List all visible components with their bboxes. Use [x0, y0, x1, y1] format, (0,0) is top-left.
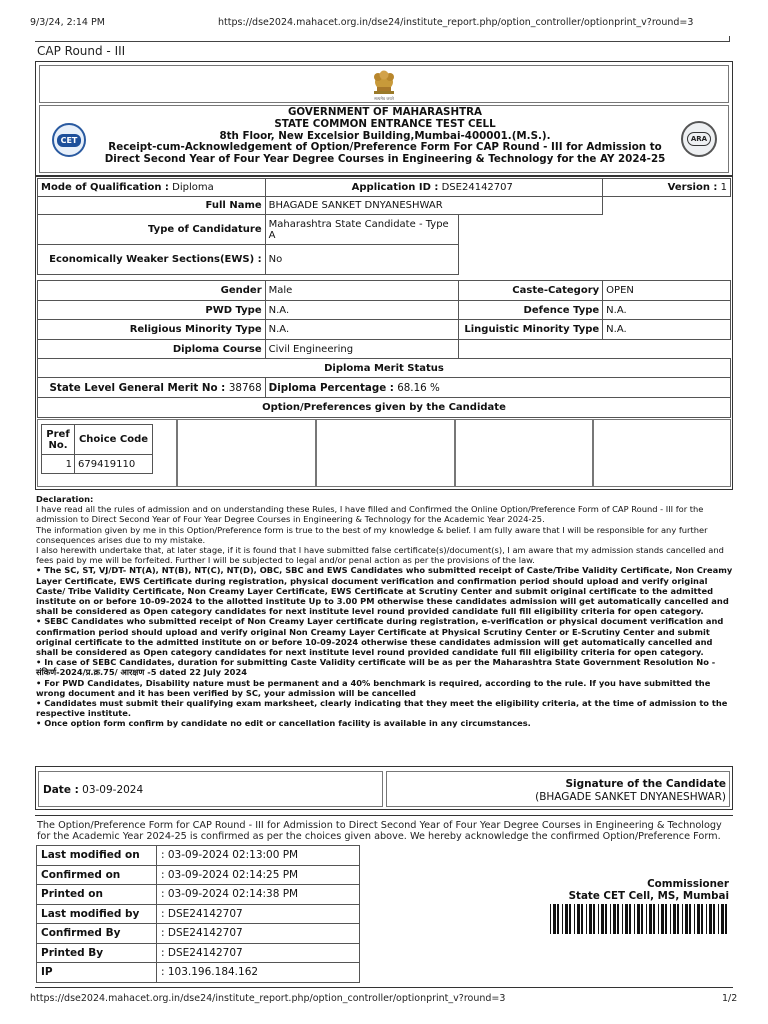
option-code: 679419110 [75, 455, 153, 474]
mode-label: Mode of Qualification : [41, 182, 169, 193]
barcode-bar [557, 904, 559, 934]
emblem-caption: सत्यमेव जयते [374, 96, 394, 101]
barcode-bar [670, 904, 671, 934]
meta-row [37, 943, 360, 963]
barcode-bar [706, 904, 707, 934]
blank-cell [459, 245, 603, 275]
religious-label: Religious Minority Type [38, 320, 266, 340]
mode-cell [38, 179, 266, 197]
barcode-bar [598, 904, 599, 934]
barcode-bar [646, 904, 647, 934]
barcode-bar [605, 904, 607, 934]
app-label: Application ID : [351, 182, 439, 193]
barcode-bar [581, 904, 583, 934]
candidature-label: Type of Candidature [38, 215, 266, 245]
blank-cell [459, 340, 603, 359]
ack-section [35, 815, 733, 985]
barcode-bar [593, 904, 595, 934]
declaration [36, 494, 734, 729]
barcode-bar [661, 904, 664, 934]
barcode-bar [682, 904, 683, 934]
info-row-fullname [38, 197, 731, 215]
percentage-cell [265, 378, 730, 398]
meta-row [37, 963, 360, 983]
options-title: Option/Preferences given by the Candidate [38, 398, 731, 418]
percentage-value: 68.16 % [397, 381, 440, 394]
barcode-bar [601, 904, 604, 934]
declaration-bullet-4: • For PWD Candidates, Disability nature must be permanent and a 40% benchmark is required, according to the rule. If you have submitted the wrong document and it has been verified by SC, your admission will be cancelled [36, 677, 711, 698]
date-cell [43, 784, 143, 796]
info-box [35, 176, 733, 490]
candidature-value: Maharashtra State Candidate - Type A [265, 215, 459, 245]
app-cell [265, 179, 603, 197]
barcode-bar [673, 904, 676, 934]
barcode-bar [685, 904, 688, 934]
info-row-gender [38, 281, 731, 301]
barcode-bar [721, 904, 724, 934]
barcode-bar [577, 904, 580, 934]
blank-cell [603, 197, 731, 215]
blank-cell [459, 215, 603, 245]
options-header-row [42, 425, 153, 455]
declaration-para-3: I also herewith undertake that, at later stage, if it is found that I have submitted false certificate(s)/document(s), I am aware that my admission stands cancelled and fees paid by me will be forfeited. Further I will be subjected to legal and/or penal action as per the provisions of the law. [36, 545, 724, 566]
meta-value: : DSE24142707 [157, 943, 360, 963]
gender-label: Gender [38, 281, 266, 301]
mode-value: Diploma [172, 182, 214, 193]
barcode-bar [569, 904, 571, 934]
date-label: Date : [43, 784, 79, 796]
percentage-label: Diploma Percentage : [268, 381, 394, 394]
fullname-value: BHAGADE SANKET DNYANESHWAR [265, 197, 603, 215]
state-merit-cell [38, 378, 266, 398]
linguistic-value: N.A. [603, 320, 731, 340]
barcode-bar [634, 904, 635, 934]
course-value: Civil Engineering [265, 340, 459, 359]
options-grid [37, 419, 731, 487]
barcode-bar [694, 904, 695, 934]
info-row-options-title [38, 398, 731, 418]
barcode-bar [709, 904, 712, 934]
caste-value: OPEN [603, 281, 731, 301]
barcode-bar [586, 904, 587, 934]
blank-cell [603, 245, 731, 275]
barcode-bar [689, 904, 691, 934]
title-panel [39, 105, 729, 173]
signature-block [535, 778, 726, 804]
option-pref: 1 [42, 455, 75, 474]
barcode-bar [718, 904, 719, 934]
barcode-bar [653, 904, 655, 934]
footer-url: https://dse2024.mahacet.org.in/dse24/institute_report.php/option_controller/optionprint_v?round=3 [30, 993, 506, 1004]
info-row-pwd [38, 301, 731, 320]
options-column [316, 419, 455, 487]
col-code-header: Choice Code [75, 425, 153, 455]
commissioner-block [569, 878, 729, 902]
options-column [455, 419, 593, 487]
barcode-bar [629, 904, 631, 934]
declaration-para-2: The information given by me in this Option/Preference form is true to the best of my knowledge & belief. I am fully aware that I will be responsible for any further consequences arises due to my mistake. [36, 524, 708, 545]
meta-key: IP [37, 963, 157, 983]
header-line-1: GOVERNMENT OF MAHARASHTRA [287, 106, 482, 118]
info-row-merit [38, 378, 731, 398]
barcode-bar [649, 904, 652, 934]
state-merit-value: 38768 [228, 381, 262, 394]
header-box [35, 61, 733, 176]
meta-row [37, 924, 360, 944]
blank-cell [603, 340, 731, 359]
meta-value: : 03-09-2024 02:14:25 PM [157, 865, 360, 885]
info-table [37, 178, 731, 418]
linguistic-label: Linguistic Minority Type [459, 320, 603, 340]
barcode-bar [665, 904, 667, 934]
ara-logo-text: ARA [687, 132, 711, 146]
date-value: 03-09-2024 [82, 784, 144, 796]
top-divider [35, 41, 730, 42]
header-line-4: Receipt-cum-Acknowledgement of Option/Preference Form For CAP Round - III for Admission to [108, 141, 662, 154]
barcode-bar [622, 904, 623, 934]
declaration-bullet-1: • The SC, ST, VJ/DT- NT(A), NT(B), NT(C), NT(D), OBC, SBC and EWS Candidates who submitted receipt of Caste/Tribe Validity Certificate, Non Creamy Layer Certificate, EWS Certificate during registration, physical document verification and confirmation period should upload and verify original Caste/ Tribe Validity Certificate, Non Creamy Layer Certificate, EWS Certificate at Scrutiny Center and submit original certificate to the admitted institute on or before 10-09-2024 to the allotted institute Up to 3.00 PM otherwise these candidates admission will get automatically cancelled and shall be considered as Open category candidates for next institute level round provided candidate full fill eligibility criteria for open category. [36, 565, 733, 617]
barcode-bar [677, 904, 679, 934]
declaration-title: Declaration: [36, 494, 94, 504]
barcode-bar [641, 904, 643, 934]
barcode-bar [574, 904, 575, 934]
declaration-bullet-5: • Candidates must submit their qualifying exam marksheet, clearly indicating that they meet the eligibility criteria, at the time of admission to the respective institute. [36, 698, 728, 719]
defence-label: Defence Type [459, 301, 603, 320]
blank-cell [603, 215, 731, 245]
info-row-mode [38, 179, 731, 197]
barcode-bar [617, 904, 619, 934]
declaration-bullet-3: • In case of SEBC Candidates, duration for submitting Caste Validity certificate will be as per the Maharashtra State Government Resolution No - संकिर्ण-2024/प्र.क्र.75/ आरक्षण -5 dated 22 July 2024 [36, 657, 716, 678]
fullname-label: Full Name [38, 197, 266, 215]
meta-key: Printed on [37, 885, 157, 905]
header-title-block [95, 107, 675, 166]
meta-value: : 03-09-2024 02:13:00 PM [157, 846, 360, 866]
header-line-3: 8th Floor, New Excelsior Building,Mumbai-400001.(M.S.). [219, 129, 551, 142]
emblem-panel [39, 65, 729, 103]
options-column [37, 419, 177, 487]
meta-row [37, 865, 360, 885]
header-line-2: STATE COMMON ENTRANCE TEST CELL [274, 117, 496, 130]
pwd-label: PWD Type [38, 301, 266, 320]
info-row-candidature [38, 215, 731, 245]
options-column [593, 419, 731, 487]
meta-key: Last modified on [37, 846, 157, 866]
barcode-bar [697, 904, 700, 934]
gender-value: Male [265, 281, 459, 301]
info-row-merit-status [38, 359, 731, 378]
info-row-ews [38, 245, 731, 275]
barcode-bar [713, 904, 715, 934]
meta-row [37, 846, 360, 866]
options-row [42, 455, 153, 474]
declaration-bullet-2: • SEBC Candidates who submitted receipt of Non Creamy Layer certificate during registration, e-verification or physical document verification and confirmation period should upload and verify original Non Creamy Layer Certificate at Physical Scrutiny Center or E-Scrutiny Center and submit original certificate to the admitted institute on or before 10-09-2024 otherwise these candidates admission will get automatically cancelled and shall be considered as Open category candidates for next institute level round provided candidate full fill eligibility criteria for open category. [36, 616, 724, 658]
barcode-bar [613, 904, 616, 934]
date-panel [38, 771, 383, 807]
ack-text: The Option/Preference Form for CAP Round - III for Admission to Direct Second Year of Four Year Degree Courses in Engineering & Technology for the Academic Year 2024-25 is confirmed as per the choices given above. We hereby acknowledge the confirmed Option/Preference Form. [37, 820, 722, 842]
emblem-icon [368, 68, 400, 98]
info-row-minority [38, 320, 731, 340]
version-cell [603, 179, 731, 197]
meta-value: : DSE24142707 [157, 904, 360, 924]
barcode [550, 904, 730, 934]
ews-value: No [265, 245, 459, 275]
barcode-bar [637, 904, 640, 934]
cet-logo-text: CET [57, 134, 81, 147]
declaration-para-1: I have read all the rules of admission and on understanding these Rules, I have filled and Confirmed the Online Option/Preference Form of CAP Round - III for the admission to Direct Second Year of Four Year Degree Courses in Engineering & Technology for the Academic Year 2024-25. [36, 504, 704, 525]
print-datetime: 9/3/24, 2:14 PM [30, 17, 105, 28]
header-line-5: Direct Second Year of Four Year Degree Courses in Engineering & Technology for the AY 2024-25 [104, 153, 666, 166]
ews-label: Economically Weaker Sections(EWS) : [38, 245, 266, 275]
barcode-bar [658, 904, 659, 934]
pwd-value: N.A. [265, 301, 459, 320]
options-column [177, 419, 316, 487]
signature-panel [386, 771, 730, 807]
top-divider-tick [729, 36, 730, 42]
meta-key: Printed By [37, 943, 157, 963]
meta-key: Confirmed on [37, 865, 157, 885]
version-label: Version : [667, 182, 718, 193]
meta-row [37, 885, 360, 905]
signature-label: Signature of the Candidate [565, 778, 726, 790]
meta-key: Last modified by [37, 904, 157, 924]
meta-value: : DSE24142707 [157, 924, 360, 944]
caste-label: Caste-Category [459, 281, 603, 301]
meta-value: : 03-09-2024 02:14:38 PM [157, 885, 360, 905]
round-label: CAP Round - III [37, 44, 126, 58]
bottom-divider [35, 987, 733, 988]
state-merit-label: State Level General Merit No : [49, 381, 226, 394]
meta-key: Confirmed By [37, 924, 157, 944]
meta-row [37, 904, 360, 924]
course-label: Diploma Course [38, 340, 266, 359]
barcode-bar [589, 904, 592, 934]
options-table [41, 424, 153, 474]
merit-status-title: Diploma Merit Status [38, 359, 731, 378]
barcode-bar [725, 904, 727, 934]
commissioner-title: Commissioner [647, 878, 729, 890]
barcode-bar [550, 904, 551, 934]
commissioner-office: State CET Cell, MS, Mumbai [568, 890, 729, 902]
religious-value: N.A. [265, 320, 459, 340]
barcode-bar [562, 904, 563, 934]
barcode-bar [553, 904, 556, 934]
print-url: https://dse2024.mahacet.org.in/dse24/institute_report.php/option_controller/optionprint_v?round=3 [218, 17, 694, 28]
cet-logo [52, 123, 86, 157]
col-pref-header: Pref No. [42, 425, 75, 455]
signature-box [35, 766, 733, 810]
footer-page-number: 1/2 [722, 993, 738, 1004]
defence-value: N.A. [603, 301, 731, 320]
barcode-bar [701, 904, 703, 934]
meta-value: : 103.196.184.162 [157, 963, 360, 983]
barcode-bar [565, 904, 568, 934]
ara-logo [681, 121, 717, 157]
declaration-bullet-6: • Once option form confirm by candidate no edit or cancellation facility is available in any circumstances. [36, 718, 531, 729]
version-value: 1 [720, 182, 727, 193]
meta-table [36, 845, 360, 983]
app-value: DSE24142707 [441, 182, 513, 193]
barcode-bar [625, 904, 628, 934]
signature-name: (BHAGADE SANKET DNYANESHWAR) [535, 791, 726, 803]
info-row-course [38, 340, 731, 359]
barcode-bar [610, 904, 611, 934]
